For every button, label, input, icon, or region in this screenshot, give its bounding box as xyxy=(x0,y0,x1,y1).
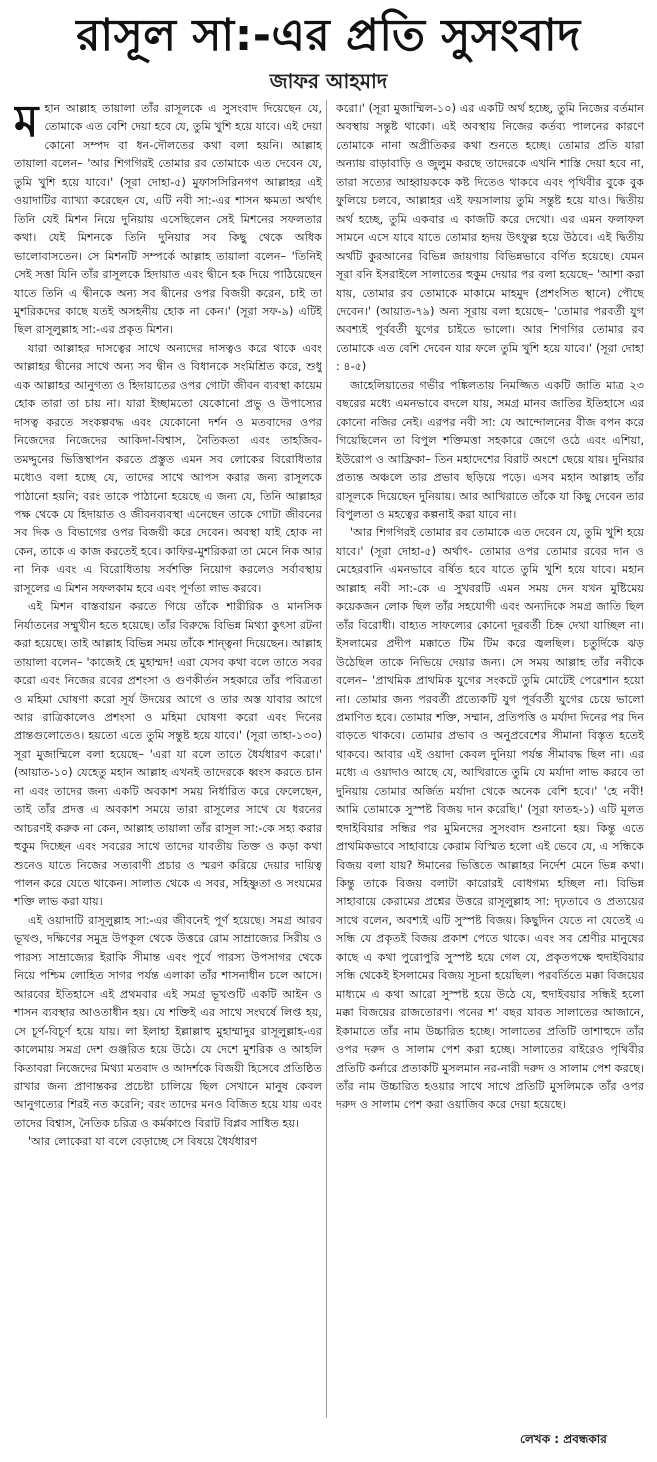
paragraph: 'আর লোকেরা যা বলে বেড়াচ্ছে সে বিষয়ে ধৈর্যধারণ xyxy=(28,1135,258,1149)
paragraph: যারা আল্লাহর দাসত্বের সাথে অন্যদের দাসত্বও করে থাকে এবং আল্লাহর দ্বীনের সাথে অন্য সব দ্বীন ও বিধানকে সংমিশ্রিত করে, শুধু এক আল্লাহর আনুগত্য ও হিদায়াতের ওপর গোটা জীবন ব্যবস্থা কায়েম হোক তারা তা চায় না। যারা ইচ্ছামতো যেকোনো প্রভু ও উপাস্যের দাসত্ব করতে সংকল্পবদ্ধ এবং যেকোনো দর্শন ও মতবাদের ওপর নিজেদের নিজেদের আকিদা-বিশ্বাস, নৈতিকতা এবং তাহজিব-তমদ্দুনের ভিত্তিস্থাপন করতে প্রস্তুত এমন সব লোকের বিরোধিতার মধ্যেও বলা হচ্ছে যে, তাদের সাথে আপস করার জন্য রাসূলকে পাঠানো হয়নি; বরং তাকে পাঠানো হয়েছে এ জন্য যে, তিনি আল্লাহর পক্ষ থেকে যে হিদায়াত ও জীবনব্যবস্থা এনেছেন তাকে গোটা জীবনের সব দিক ও বিভাগের ওপর বিজয়ী করে দেবেন। অবস্থা যাই হোক না কেন, তাকে এ কাজ করতেই হবে। কাফির-মুশরিকরা তা মেনে নিক আর না নিক এবং এ বিরোধিতায় সর্বশক্তি নিয়োগ করলেও সর্বাবস্থায় রাসূলের এ মিশন সফলকাম হবে এবং পূর্ণতা লাভ করবে। xyxy=(14,341,322,595)
author-credit: লেখক : প্রবন্ধকার xyxy=(520,1432,607,1446)
paragraph: জাহেলিয়াতের গভীর পঙ্কিলতায় নিমজ্জিত একটি জাতি মাত্র ২৩ বছরের মধ্যে এমনভাবে বদলে যায়, সমগ্র মানব জাতির ইতিহাসে এর কোনো নজির নেই। এরপর নবী সা: যে আন্দোলনের বীজ বপন করে গিয়েছিলেন তা বিপুল শক্তিমত্তা সহকারে জেগে ওঠে এবং এশিয়া, ইউরোপ ও আফ্রিকা– তিন মহাদেশের বিরাট অংশে ছেয়ে যায়। দুনিয়ার প্রত্যন্ত অঞ্চলে তার প্রভাব ছড়িয়ে পড়ে। এসব মহান আল্লাহ তাঁর রাসূলকে দিয়েছেন দুনিয়ায়। আর আখিরাতে তাঁকে যা কিছু দেবেন তার বিপুলতা ও মহত্বের কল্পনাই করা যাবে না। xyxy=(336,378,644,521)
paragraph: করো।' (সূরা মুজাম্মিল-১০) এর একটি অর্থ হচ্ছে, তুমি নিজের বর্তমান অবস্থায় সন্তুষ্ট থাকো। এই অবস্থায় নিজের কর্তব্য পালনের কারণে তোমাকে নানা অপ্রীতিকর কথা শুনতে হচ্ছে। তোমার প্রতি যারা অন্যায় বাড়াবাড়ি ও জুলুম করছে তাদেরকে এখনি শাস্তি দেয়া হবে না, তারা সত্যের আহ্বায়ককে কষ্ট দিতেও থাকবে এবং পৃথিবীর বুকে বুক ফুলিয়ে চলবে, আল্লাহর এই ফয়সালায় তুমি সন্তুষ্ট হয়ে যাও। দ্বিতীয় অর্থ হচ্ছে, তুমি একবার এ কাজটি করে দেখো। এর এমন ফলাফল সামনে এসে যাবে যাতে তোমার হৃদয় উৎফুল্ল হয়ে উঠবে। এই দ্বিতীয় অর্থটি কুরআনের বিভিন্ন জায়গায় বিভিন্নভাবে বর্ণিত হয়েছে। যেমন সূরা বনি ইসরাইলে সালাতের হুকুম দেয়ার পর বলা হয়েছে– 'আশা করা যায়, তোমার রব তোমাকে মাকামে মাহমুদ (প্রশংসিত স্থানে) পৌছে দেবেন।' (আয়াত-৭৯) অন্য সূরায় বলা হয়েছে– 'তোমার পরবর্তী যুগ অবশ্যই পূর্ববর্তী যুগের চাইতে ভালো। আর শিগগির তোমার রব তোমাকে এত বেশি দেবেন যার ফলে তুমি খুশি হয়ে যাবে।' (সূরা দোহা : ৪-৫) xyxy=(336,102,644,374)
left-column xyxy=(14,100,322,1452)
paragraph: 'আর শিগগিরই তোমার রব তোমাকে এত দেবেন যে, তুমি খুশি হয়ে যাবে।' (সূরা দোহা-৫) অর্থাৎ- তোমার ওপর তোমার রবের দান ও মেহেরবানি এমনভাবে বর্ষিত হবে যাতে তুমি খুশি হয়ে যাবে। মহান আল্লাহ নবী সা:-কে এ সুখবরটি এমন সময় দেন যখন মুষ্টিমেয় কয়েকজন লোক ছিল তাঁর সহযোগী এবং অন্যদিকে সমগ্র জাতি ছিল তাঁর বিরোধী। বাহ্যত সাফল্যের কোনো দূরবর্তী চিহ্ন দেখা যাচ্ছিল না। ইসলামের প্রদীপ মক্কাতে টিম টিম করে জ্বলছিল। চতুর্দিকে ঝড় উঠেছিল তাকে নিভিয়ে দেয়ার জন্য। সে সময় আল্লাহ তাঁর নবীকে বলেন– 'প্রাথমিক প্রাথমিক যুগের সংকটে তুমি মোটেই পেরেশান হয়ো না। তোমার জন্য পরবর্তী প্রত্যেকটি যুগ পূর্ববর্তী যুগের চেয়ে ভালো প্রমাণিত হবে। তোমার শক্তি, সম্মান, প্রতিপত্তি ও মর্যাদা দিনের পর দিন বাড়তে থাকবে। তোমার প্রভাব ও অনুপ্রবেশের সীমানা বিস্তৃত হতেই থাকবে। আবার এই ওয়াদা কেবল দুনিয়া পর্যন্ত সীমাবদ্ধ ছিল না। এর মধ্যে এ ওয়াদাও আছে যে, আখিরাতে তুমি যে মর্যাদা লাভ করবে তা দুনিয়ায় তোমার অর্জিত মর্যাদা থেকে অনেক বেশি হবে।' 'হে নবী! আমি তোমাকে সুস্পষ্ট বিজয় দান করেছি।' (সূরা ফাতহ-১) এটি মূলত হুদাইবিয়ার সন্ধির পর মুমিনদের সুসংবাদ শুনানো হয়। কিন্তু এতে প্রাথমিকভাবে সাহাবায়ে কেরাম বিস্মিত হলো এই ভেবে যে, এ সন্ধিকে বিজয় বলা যায়? ঈমানের ভিত্তিতে আল্লাহর নির্দেশ মেনে ভিন্ন কথা। কিন্তু তাকে বিজয় বলাটা কারোরই বোধগম্য হচ্ছিল না। বিভিন্ন সাহাবায়ে কেরামের প্রশ্নের উত্তরে রাসূলুল্লাহ সা: দৃঢ়তাবে ও প্রত্যয়ের সাথে বলেন, অবশ্যই এটি সুস্পষ্ট বিজয়। কিছুদিন যেতে না যেতেই এ সন্ধি যে প্রকৃতই বিজয় প্রকাশ পেতে থাকে। এবং সব শ্রেণীর মানুষের কাছে এ কথা পুরোপুরি সুস্পষ্ট হয়ে গেল যে, প্রকৃতপক্ষে হুদাইবিয়ার সন্ধি থেকেই ইসলামের বিজয় সূচনা হয়েছিল। পরবর্তিতে মক্কা বিজয়ের মাধ্যমে এ কথা আরো সুস্পষ্ট হয়ে উঠে যে, হুদাইবয়ার সন্ধিই হলো মক্কা বিজয়ের রাজতোরণ। পনের শ' বছর যাবত সালাতের আজানে, ইকামাতে তাঁর নাম উচ্চারিত হচ্ছে। সালাতের প্রতিটি তাশাহুদে তাঁর ওপর দরুদ ও সালাম পেশ করা হচ্ছে। সালাতের বাইরেও পৃথিবীর প্রতিটি কর্নারে প্রত্যকটি মুসলমান নর-নারী দরুদ ও সালাম পেশ করছে। তাঁর নাম উচ্চারিত হওয়ার সাথে সাথে প্রতিটি মুসলিমকে তাঁর ওপর দরুদ ও সালাম পেশ করা ওয়াজিব করে দেয়া হয়েছে। xyxy=(336,526,644,1112)
paragraph: এই ওয়াদাটি রাসূলুল্লাহ সা:-এর জীবনেই পূর্ণ হয়েছে। সমগ্র আরব ভূখণ্ড, দক্ষিণের সমুদ্র উপকূল থেকে উত্তরে রোম সাম্রাজ্যের সিরীয় ও পারস্য সাম্রাজ্যের ইরাকি সীমান্ত এবং পূর্বে পারস্য উপসাগর থেকে নিয়ে পশ্চিম লোহিত সাগর পর্যন্ত এলাকা তাঁর শাসনাধীন চলে আসে। আরবের ইতিহাসে এই প্রথমবার এই সমগ্র ভূখণ্ডটি একটি আইন ও শাসন ব্যবস্থার আওতাধীন হয়। যে শক্তিই এর সাথে সংঘর্ষে লিপ্ত হয়, সে চূর্ণ-বিচূর্ণ হয়ে যায়। লা ইলাহা ইল্লাল্লাহু মুহাম্মাদুর রাসূলুল্লাহ-এর কালেমায় সমগ্র দেশ গুঞ্জরিত হয়ে উঠে। যে দেশে মুশরিক ও আহলি কিতাবরা নিজেদের মিথ্যা মতবাদ ও আদর্শকে বিজয়ী হিসেবে প্রতিষ্ঠিত রাখার জন্য প্রাণান্তকর প্রচেষ্টা চালিয়ে ছিল সেখানে মানুষ কেবল আনুগত্যের শিরই নত করেনি; বরং তাদের মনও বিজিত হয়ে যায় এবং তাদের বিশ্বাস, নৈতিক চরিত্র ও কর্মকাণ্ডে বিরাট বিপ্লব সাধিত হয়। xyxy=(14,913,322,1130)
column-divider xyxy=(326,100,327,1418)
article-title: রাসূল সা:-এর প্রতি সুসংবাদ xyxy=(76,10,581,61)
drop-cap: ম xyxy=(14,100,39,147)
right-column xyxy=(336,100,644,1452)
author-byline: জাফর আহমাদ xyxy=(269,69,388,93)
paragraph: এই মিশন বাস্তবায়ন করতে গিয়ে তাঁকে শারীরিক ও মানসিক নির্যাতনের সম্মুখীন হতে হয়েছে। তাঁর বিরুদ্ধে বিভিন্ন মিথ্যা কুৎসা রটনা করা হয়েছে। তাই আল্লাহ বিভিন্ন সময় তাঁকে শান্ত্বনা দিয়েছেন। আল্লাহ তায়ালা বলেন– 'কাজেই হে মুহাম্মদ! এরা যেসব কথা বলে তাতে সবর করো এবং নিজের রবের প্রশংসা ও গুণকীর্তন সহকারে তাঁর পবিত্রতা ও মহিমা ঘোষণা করো সূর্য উদয়ের আগে ও তার অস্ত যাবার আগে আর রাত্রিকালেও প্রশংসা ও মহিমা ঘোষণা করো এবং দিনের প্রান্তগুলোতেও। হয়তো এতে তুমি সন্তুষ্ট হয়ে যাবে।' (সূরা তাহা-১৩০) সূরা মুজাম্মিলে বলা হয়েছে– 'এরা যা বলে তাতে ধৈর্যধারণ করো।' (আয়াত-১০) যেহেতু মহান আল্লাহ এখনই তাদেরকে ধ্বংস করতে চান না এবং তাদের জন্য একটি অবকাশ সময় নির্ধারিত করে ফেলেছেন, তাই তাঁর প্রদত্ত এ অবকাশ সময়ে তারা রাসূলের সাথে যে ধরনের আচরণই করুক না কেন, আল্লাহ তায়ালা তাঁর রাসূল সা:-কে সহ্য করার হুকুম দিচ্ছেন এবং সবরের সাথে তাদের যাবতীয় তিক্ত ও কড়া কথা শুনেও যাতে নিজের সত্যবাণী প্রচার ও স্মরণ করিয়ে দেয়ার দায়িত্ব পালন করে যেতে থাকেন। সালাত থেকে এ সবর, সহিষ্ণুতা ও সংযমের শক্তি লাভ করা যায়। xyxy=(14,600,322,909)
paragraph xyxy=(14,100,322,340)
article-body xyxy=(0,100,657,1462)
paragraph-text: হান আল্লাহ তায়ালা তাঁর রাসূলকে এ সুসংবাদ দিয়েছেন যে, তোমাকে এত বেশি দেয়া হবে যে, তুমি খুশি হয়ে যাবে। এই দেয়া কোনো সম্পদ বা ধন-দৌলতের কথা বলা হয়নি। আল্লাহ তায়ালা বলেন– 'আর শিগগিরই তোমার রব তোমাকে এত দেবেন যে, তুমি খুশি হয়ে যাবে।' (সূরা দোহা-৫) মুফাসসিরিনগণ আল্লাহর এই ওয়াদাটির ব্যাখ্যা করেছেন যে, এটি নবী সা:-এর শাসন ক্ষমতা অর্থাৎ তিনি যেই মিশন নিয়ে দুনিয়ায় এসেছিলেন সেই মিশনের সফলতার কথা। যেই মিশনকে তিনি দুনিয়ার সব কিছু থেকে অধিক ভালোবাসতেন। সে মিশনটি সম্পর্কে আল্লাহ তায়ালা বলেন– 'তিনিই সেই সত্তা যিনি তাঁর রাসূলকে হিদায়াত এবং দ্বীনে হক দিয়ে পাঠিয়েছেন যাতে তিনি এ দ্বীনকে অন্য সব দ্বীনের ওপর বিজয়ী করেন, চাই তা মুশরিকদের কাছে যতই অসহনীয় হোক না কেন।' (সূরা সফ-৯) এটিই ছিল রাসূলুল্লাহ সা:-এর প্রকৃত মিশন। xyxy=(14,102,322,337)
